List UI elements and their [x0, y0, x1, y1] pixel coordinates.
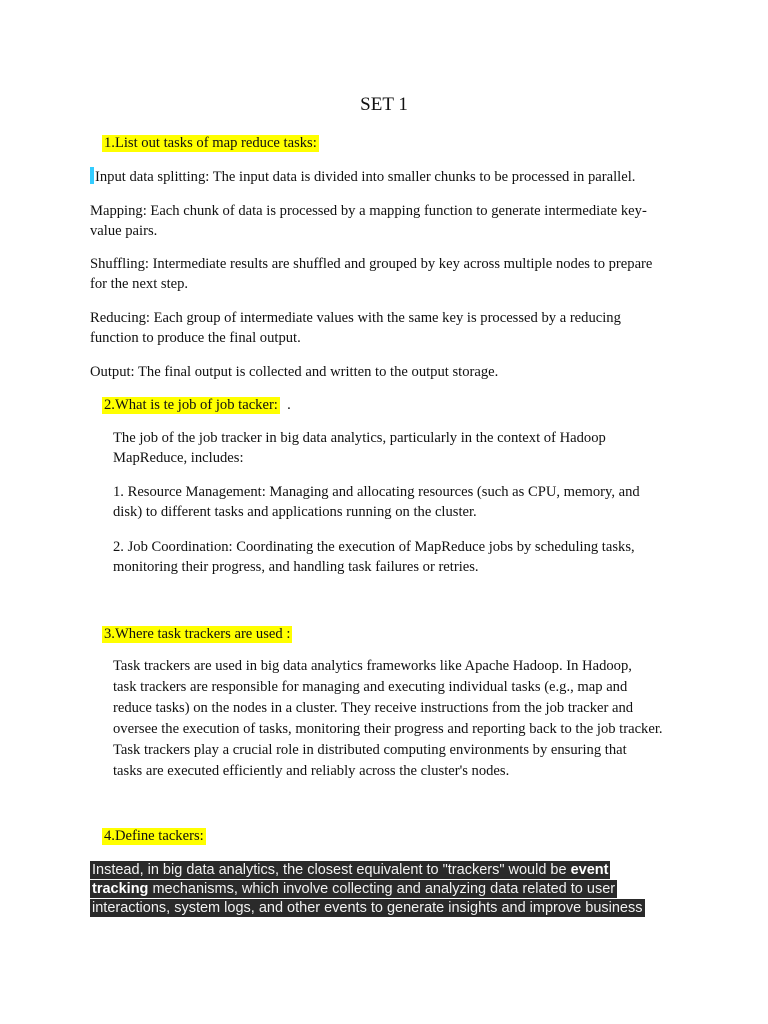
question-3-heading-text: 3.Where task trackers are used :	[104, 626, 291, 642]
question-2-heading: 2.What is te job of job tacker: .	[104, 397, 291, 413]
question-2-heading-text: 2.What is te job of job tacker:	[104, 397, 278, 413]
q1-item-mapping-line-1: Mapping: Each chunk of data is processed by a mapping function to generate intermediate key-	[90, 203, 647, 219]
q3-body-line-5: Task trackers play a crucial role in distributed computing environments by ensuring that	[113, 742, 627, 758]
q3-body-line-2: task trackers are responsible for managing and executing individual tasks (e.g., map and	[113, 679, 628, 695]
q2-point-2-line-2: monitoring their progress, and handling task failures or retries.	[113, 559, 479, 575]
q4-pasted-line-2: tracking mechanisms, which involve collecting and analyzing data related to user	[92, 881, 616, 897]
question-3-heading	[102, 624, 292, 644]
q2-intro-line-2: MapReduce, includes:	[113, 450, 244, 466]
q2-point-1-line-1: 1. Resource Management: Managing and allocating resources (such as CPU, memory, and	[113, 484, 640, 500]
q1-item-input-splitting: Input data splitting: The input data is divided into smaller chunks to be processed in parallel.	[90, 167, 635, 187]
page-title: SET 1	[360, 94, 408, 115]
q3-body-line-3: reduce tasks) on the nodes in a cluster. They receive instructions from the job tracker and	[113, 700, 634, 716]
q4-pasted-line-3: interactions, system logs, and other events to generate insights and improve business	[92, 900, 643, 916]
q1-item-output: Output: The final output is collected and written to the output storage.	[90, 364, 499, 380]
question-1-heading-text: 1.List out tasks of map reduce tasks:	[104, 135, 317, 151]
q1-item-reducing-line-1: Reducing: Each group of intermediate values with the same key is processed by a reducing	[90, 310, 621, 326]
q1-item-shuffling-line-1: Shuffling: Intermediate results are shuffled and grouped by key across multiple nodes to prepare	[90, 256, 653, 272]
q1-item-shuffling-line-2: for the next step.	[90, 276, 189, 292]
q2-point-1-line-2: disk) to different tasks and applications running on the cluster.	[113, 504, 477, 520]
q2-intro-line-1: The job of the job tracker in big data analytics, particularly in the context of Hadoop	[113, 430, 606, 446]
q1-item-mapping-line-2: value pairs.	[90, 223, 158, 239]
q4-pasted-line-1: Instead, in big data analytics, the closest equivalent to "trackers" would be event	[92, 862, 609, 878]
question-4-heading-text: 4.Define tackers:	[104, 828, 204, 844]
q3-body-line-4: oversee the execution of tasks, monitoring their progress and reporting back to the job tracker.	[113, 721, 663, 737]
text-cursor-icon	[90, 167, 94, 184]
q3-body-line-1: Task trackers are used in big data analytics frameworks like Apache Hadoop. In Hadoop,	[113, 658, 632, 674]
q3-body-line-6: tasks are executed efficiently and reliably across the cluster's nodes.	[113, 763, 510, 779]
q1-item-reducing-line-2: function to produce the final output.	[90, 330, 301, 346]
question-1-heading	[102, 133, 319, 153]
q2-point-2-line-1: 2. Job Coordination: Coordinating the execution of MapReduce jobs by scheduling tasks,	[113, 539, 635, 555]
question-4-heading	[102, 826, 206, 846]
